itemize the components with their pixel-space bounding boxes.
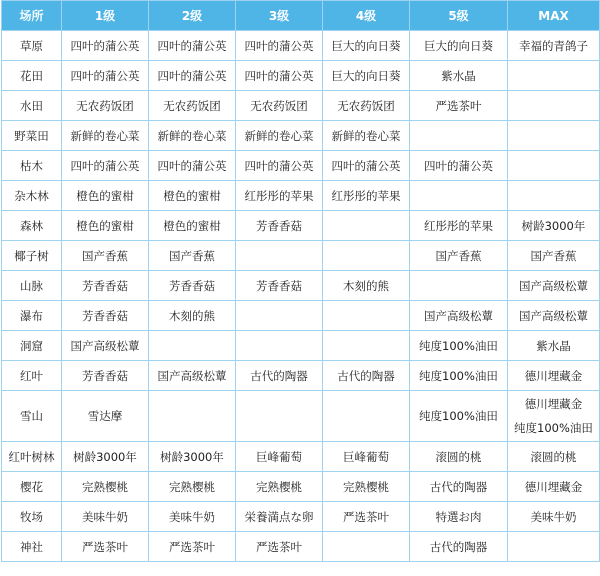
item-cell: 无农药饭团 [236,91,323,121]
item-cell [410,181,508,211]
item-cell: 芳香香菇 [62,301,149,331]
item-cell [236,391,323,442]
item-cell: 树龄3000年 [149,442,236,472]
item-cell [149,331,236,361]
item-cell: 滚圆的桃 [410,442,508,472]
item-cell: 芳香香菇 [62,361,149,391]
item-cell: 国产高级松蕈 [508,301,600,331]
item-cell: 芳香香菇 [62,271,149,301]
item-cell: 四叶的蒲公英 [236,31,323,61]
item-cell [323,301,410,331]
table-row [2,301,600,331]
item-cell: 滚圆的桃 [508,442,600,472]
item-cell: 国产高级松蕈 [508,271,600,301]
location-cell: 樱花 [2,472,62,502]
table-row [2,271,600,301]
item-cell: 巨峰葡萄 [323,442,410,472]
item-cell: 四叶的蒲公英 [410,151,508,181]
location-cell: 瀑布 [2,301,62,331]
item-cell: 严选茶叶 [149,532,236,562]
item-cell: 完熟樱桃 [236,472,323,502]
item-cell [323,532,410,562]
location-cell: 草原 [2,31,62,61]
item-cell: 紫水晶 [508,331,600,361]
table-row [2,442,600,472]
item-cell [236,331,323,361]
item-cell: 橙色的蜜柑 [62,211,149,241]
header-cell: 5级 [410,1,508,31]
item-cell: 巨大的向日葵 [323,31,410,61]
item-cell: 新鲜的卷心菜 [62,121,149,151]
item-cell [508,181,600,211]
item-cell: 橙色的蜜柑 [62,181,149,211]
table-row [2,391,600,442]
item-cell: 红彤彤的苹果 [323,181,410,211]
location-cell: 神社 [2,532,62,562]
table-row [2,502,600,532]
item-cell [323,391,410,442]
location-cell: 花田 [2,61,62,91]
item-cell: 古代的陶器 [323,361,410,391]
location-cell: 野菜田 [2,121,62,151]
location-cell: 水田 [2,91,62,121]
table-row [2,61,600,91]
item-cell: 美味牛奶 [508,502,600,532]
item-cell: 四叶的蒲公英 [323,151,410,181]
location-cell: 红叶 [2,361,62,391]
item-cell: 无农药饭团 [323,91,410,121]
item-cell [508,151,600,181]
table-row [2,361,600,391]
item-cell: 美味牛奶 [149,502,236,532]
item-cell: 四叶的蒲公英 [62,151,149,181]
item-cell: 严选茶叶 [62,532,149,562]
item-cell: 无农药饭团 [149,91,236,121]
item-cell: 四叶的蒲公英 [149,151,236,181]
item-cell: 国产香蕉 [410,241,508,271]
item-cell: 橙色的蜜柑 [149,211,236,241]
item-cell: 新鲜的卷心菜 [236,121,323,151]
item-cell: 无农药饭团 [62,91,149,121]
header-cell: 2级 [149,1,236,31]
location-cell: 杂木林 [2,181,62,211]
item-cell: 幸福的青鸽子 [508,31,600,61]
header-cell: 4级 [323,1,410,31]
item-cell [508,61,600,91]
header-cell: MAX [508,1,600,31]
table-row [2,121,600,151]
item-cell: 树龄3000年 [508,211,600,241]
item-cell: 四叶的蒲公英 [62,31,149,61]
item-cell: 四叶的蒲公英 [149,61,236,91]
item-cell [236,301,323,331]
item-cell: 古代的陶器 [410,472,508,502]
item-cell: 国产香蕉 [62,241,149,271]
location-cell: 椰子树 [2,241,62,271]
item-cell: 德川埋藏金 [508,472,600,502]
item-cell: 完熟樱桃 [323,472,410,502]
item-cell: 纯度100%油田 [410,361,508,391]
item-cell: 木刻的熊 [323,271,410,301]
header-cell: 场所 [2,1,62,31]
item-cell [508,91,600,121]
item-level-table [1,0,600,562]
item-cell: 巨峰葡萄 [236,442,323,472]
header-cell: 1级 [62,1,149,31]
item-cell: 德川埋藏金 [508,361,600,391]
item-cell: 木刻的熊 [149,301,236,331]
location-cell: 山脉 [2,271,62,301]
item-cell [410,271,508,301]
item-cell: 严选茶叶 [236,532,323,562]
item-cell: 国产高级松蕈 [62,331,149,361]
item-cell: 完熟樱桃 [62,472,149,502]
item-cell [508,391,600,442]
item-cell: 国产香蕉 [508,241,600,271]
header-cell: 3级 [236,1,323,31]
item-cell: 完熟樱桃 [149,472,236,502]
table-row [2,211,600,241]
item-cell: 紫水晶 [410,61,508,91]
item-cell: 芳香香菇 [236,211,323,241]
location-cell: 红叶树林 [2,442,62,472]
item-cell: 红彤彤的苹果 [236,181,323,211]
location-cell: 枯木 [2,151,62,181]
table-row [2,151,600,181]
item-line: 纯度100%油田 [514,421,593,435]
item-cell: 四叶的蒲公英 [62,61,149,91]
item-cell: 橙色的蜜柑 [149,181,236,211]
table-row [2,331,600,361]
item-cell: 古代的陶器 [410,532,508,562]
location-cell: 森林 [2,211,62,241]
item-cell [323,331,410,361]
item-cell [323,211,410,241]
location-cell: 牧场 [2,502,62,532]
item-cell: 四叶的蒲公英 [236,61,323,91]
item-cell: 巨大的向日葵 [410,31,508,61]
item-cell: 树龄3000年 [62,442,149,472]
location-cell: 雪山 [2,391,62,442]
item-cell: 特選お肉 [410,502,508,532]
item-cell: 巨大的向日葵 [323,61,410,91]
item-line: 德川埋藏金 [524,397,583,411]
item-cell: 四叶的蒲公英 [149,31,236,61]
item-cell: 古代的陶器 [236,361,323,391]
table-row [2,532,600,562]
item-cell: 严选茶叶 [323,502,410,532]
table-body [2,31,600,562]
item-cell: 国产高级松蕈 [149,361,236,391]
item-cell [149,391,236,442]
item-cell: 严选茶叶 [410,91,508,121]
item-cell: 新鲜的卷心菜 [323,121,410,151]
header-row [2,1,600,31]
item-cell: 美味牛奶 [62,502,149,532]
item-cell: 栄養満点な卵 [236,502,323,532]
item-cell: 国产高级松蕈 [410,301,508,331]
item-cell [508,532,600,562]
item-cell [410,121,508,151]
item-cell: 雪达摩 [62,391,149,442]
table-row [2,241,600,271]
item-cell: 新鲜的卷心菜 [149,121,236,151]
table-row [2,31,600,61]
location-cell: 洞窟 [2,331,62,361]
table-row [2,472,600,502]
item-cell [508,121,600,151]
item-cell: 纯度100%油田 [410,391,508,442]
table-row [2,91,600,121]
item-cell: 芳香香菇 [236,271,323,301]
item-cell: 国产香蕉 [149,241,236,271]
item-cell [323,241,410,271]
item-cell: 红彤彤的苹果 [410,211,508,241]
item-cell [236,241,323,271]
table-row [2,181,600,211]
item-cell: 芳香香菇 [149,271,236,301]
item-cell: 四叶的蒲公英 [236,151,323,181]
item-cell: 纯度100%油田 [410,331,508,361]
